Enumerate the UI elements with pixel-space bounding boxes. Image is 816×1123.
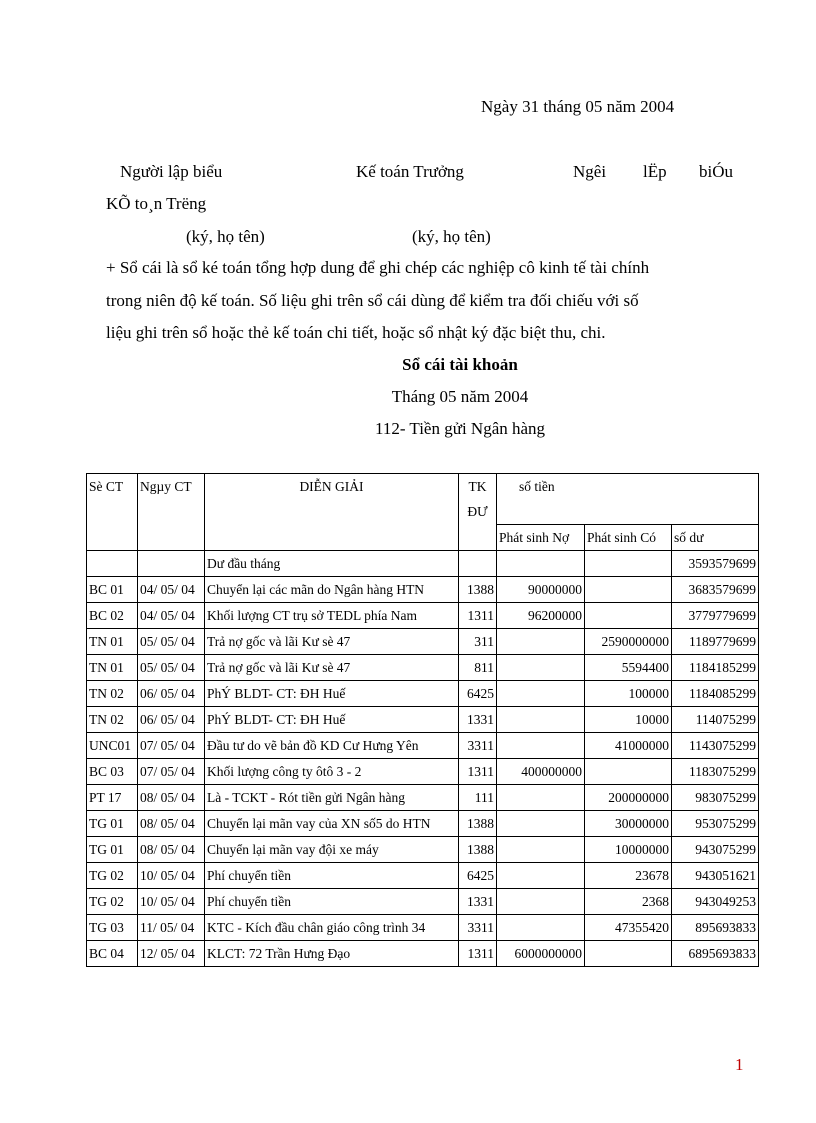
cell-so-ct: BC 02	[87, 603, 138, 629]
garbled-text-2: lËp	[643, 162, 667, 181]
cell-dien-giai: Đầu tư do vẽ bản đồ KD Cư Hưng Yên	[205, 733, 459, 759]
cell-ps-no: 6000000000	[497, 941, 585, 967]
cell-tk-du: 6425	[459, 863, 497, 889]
header-ps-no: Phát sinh Nợ	[497, 525, 585, 551]
cell-ps-co	[585, 577, 672, 603]
table-row-opening	[87, 551, 759, 577]
cell-dien-giai: PhÝ BLDT- CT: ĐH Huế	[205, 681, 459, 707]
cell-dien-giai: Chuyển lại mãn vay đội xe máy	[205, 837, 459, 863]
cell-so-du: 1189779699	[672, 629, 759, 655]
table-row	[87, 733, 759, 759]
cell-so-ct: TG 01	[87, 837, 138, 863]
cell-tk-du: 3311	[459, 915, 497, 941]
table-row	[87, 681, 759, 707]
cell-dien-giai: Khối lượng CT trụ sở TEDL phía Nam	[205, 603, 459, 629]
cell-ps-no	[497, 629, 585, 655]
page-number: 1	[735, 1055, 744, 1074]
cell-ps-co: 2368	[585, 889, 672, 915]
cell-ngay-ct: 07/ 05/ 04	[138, 759, 205, 785]
opening-balance: 3593579699	[672, 551, 759, 577]
table-row	[87, 759, 759, 785]
cell-dien-giai: Chuyển lại các mãn do Ngân hàng HTN	[205, 577, 459, 603]
cell-ngay-ct: 06/ 05/ 04	[138, 681, 205, 707]
cell-so-ct: UNC01	[87, 733, 138, 759]
cell-ps-no	[497, 889, 585, 915]
cell-ngay-ct: 10/ 05/ 04	[138, 889, 205, 915]
cell-ps-no	[497, 707, 585, 733]
cell-so-du: 895693833	[672, 915, 759, 941]
ledger-table	[86, 473, 759, 967]
cell-ps-co: 10000	[585, 707, 672, 733]
cell-so-ct: BC 03	[87, 759, 138, 785]
table-row	[87, 577, 759, 603]
cell-tk-du: 1311	[459, 759, 497, 785]
cell-so-ct: TN 02	[87, 681, 138, 707]
cell-so-du: 6895693833	[672, 941, 759, 967]
cell-ps-co	[585, 941, 672, 967]
ledger-account: 112- Tiền gửi Ngân hàng	[374, 419, 546, 438]
cell-so-du: 1143075299	[672, 733, 759, 759]
date-line: Ngày 31 tháng 05 năm 2004	[481, 97, 675, 116]
garbled-text-3: biÓu	[699, 162, 733, 181]
cell-ps-no	[497, 863, 585, 889]
cell-ps-no	[497, 733, 585, 759]
cell-ngay-ct: 08/ 05/ 04	[138, 837, 205, 863]
table-row	[87, 889, 759, 915]
cell-so-du: 943051621	[672, 863, 759, 889]
cell-so-ct: TN 02	[87, 707, 138, 733]
cell-ps-co: 2590000000	[585, 629, 672, 655]
cell-so-du: 3683579699	[672, 577, 759, 603]
cell-so-ct: TG 03	[87, 915, 138, 941]
paragraph-line-1: + Sổ cái là sổ ké toán tổng hợp dung để ghi chép các nghiệp cô kinh tế tài chính	[106, 258, 650, 277]
cell-ps-co: 5594400	[585, 655, 672, 681]
cell-ngay-ct: 08/ 05/ 04	[138, 811, 205, 837]
cell-so-du: 3779779699	[672, 603, 759, 629]
cell-ps-no: 96200000	[497, 603, 585, 629]
cell-ngay-ct: 07/ 05/ 04	[138, 733, 205, 759]
table-row	[87, 915, 759, 941]
paragraph-line-2: trong niên độ kế toán. Số liệu ghi trên sổ cái dùng để kiểm tra đối chiếu với số	[106, 291, 639, 310]
cell-so-ct: TG 01	[87, 811, 138, 837]
cell-tk-du: 1388	[459, 577, 497, 603]
cell-ps-no	[497, 811, 585, 837]
cell-so-ct: BC 04	[87, 941, 138, 967]
cell-ngay-ct: 04/ 05/ 04	[138, 577, 205, 603]
cell-ps-no	[497, 655, 585, 681]
preparer-label: Người lập biểu	[120, 162, 223, 181]
cell-dien-giai: KTC - Kích đầu chân giáo công trình 34	[205, 915, 459, 941]
table-header-row-1	[87, 474, 759, 525]
cell-ps-co: 47355420	[585, 915, 672, 941]
cell-ps-co: 41000000	[585, 733, 672, 759]
header-ngay-ct: Ngµy CT	[138, 474, 205, 551]
cell-so-du: 943049253	[672, 889, 759, 915]
cell-ps-co: 23678	[585, 863, 672, 889]
header-tk-du: TK ĐƯ	[459, 474, 497, 551]
table-row	[87, 941, 759, 967]
cell-dien-giai: Phí chuyển tiền	[205, 889, 459, 915]
cell-so-du: 1184185299	[672, 655, 759, 681]
cell-so-ct: PT 17	[87, 785, 138, 811]
cell-so-du: 1183075299	[672, 759, 759, 785]
table-row	[87, 811, 759, 837]
cell-so-du: 983075299	[672, 785, 759, 811]
garbled-chief-accountant: KÕ to¸n Trëng	[106, 194, 207, 213]
cell-ps-co: 100000	[585, 681, 672, 707]
chief-accountant-label: Kế toán Trưởng	[356, 162, 464, 181]
cell-ps-no: 400000000	[497, 759, 585, 785]
cell-tk-du: 3311	[459, 733, 497, 759]
cell-ngay-ct: 06/ 05/ 04	[138, 707, 205, 733]
cell-dien-giai: Phí chuyển tiền	[205, 863, 459, 889]
header-dien-giai: DIỄN GIẢI	[205, 474, 459, 551]
cell-ps-co: 200000000	[585, 785, 672, 811]
cell-tk-du: 1388	[459, 811, 497, 837]
cell-ps-no: 90000000	[497, 577, 585, 603]
cell-ps-co: 30000000	[585, 811, 672, 837]
cell-so-du: 114075299	[672, 707, 759, 733]
header-so-du: số dư	[672, 525, 759, 551]
table-row	[87, 629, 759, 655]
table-row	[87, 655, 759, 681]
cell-dien-giai: Chuyển lại mãn vay của XN số5 do HTN	[205, 811, 459, 837]
cell-ngay-ct: 11/ 05/ 04	[138, 915, 205, 941]
table-row	[87, 603, 759, 629]
cell-tk-du: 311	[459, 629, 497, 655]
table-row	[87, 785, 759, 811]
cell-dien-giai: KLCT: 72 Trần Hưng Đạo	[205, 941, 459, 967]
cell-so-ct: BC 01	[87, 577, 138, 603]
cell-ps-no	[497, 681, 585, 707]
sign-note-preparer: (ký, họ tên)	[186, 227, 265, 246]
opening-label: Dư đầu tháng	[205, 551, 459, 577]
cell-so-ct: TG 02	[87, 889, 138, 915]
cell-ps-no	[497, 785, 585, 811]
header-so-tien: số tiền	[497, 474, 759, 525]
cell-ps-co: 10000000	[585, 837, 672, 863]
ledger-title: Sổ cái tài khoản	[402, 355, 518, 374]
cell-tk-du: 1311	[459, 941, 497, 967]
table-row	[87, 837, 759, 863]
cell-ngay-ct: 05/ 05/ 04	[138, 655, 205, 681]
cell-tk-du: 6425	[459, 681, 497, 707]
cell-ngay-ct: 12/ 05/ 04	[138, 941, 205, 967]
ledger-body	[87, 577, 759, 967]
cell-so-ct: TN 01	[87, 655, 138, 681]
cell-ngay-ct: 05/ 05/ 04	[138, 629, 205, 655]
garbled-text-1: Ngêi	[573, 162, 607, 181]
cell-tk-du: 1311	[459, 603, 497, 629]
paragraph-line-3: liệu ghi trên sổ hoặc thẻ kế toán chi tiết, hoặc sổ nhật ký đặc biệt thu, chi.	[106, 323, 606, 342]
cell-so-ct: TN 01	[87, 629, 138, 655]
cell-dien-giai: PhÝ BLDT- CT: ĐH Huế	[205, 707, 459, 733]
cell-so-du: 953075299	[672, 811, 759, 837]
cell-ngay-ct: 10/ 05/ 04	[138, 863, 205, 889]
sign-note-chief: (ký, họ tên)	[412, 227, 491, 246]
cell-tk-du: 1331	[459, 889, 497, 915]
cell-tk-du: 811	[459, 655, 497, 681]
cell-ngay-ct: 08/ 05/ 04	[138, 785, 205, 811]
cell-tk-du: 111	[459, 785, 497, 811]
cell-so-du: 1184085299	[672, 681, 759, 707]
cell-ps-co	[585, 759, 672, 785]
cell-so-du: 943075299	[672, 837, 759, 863]
header-ps-co: Phát sinh Có	[585, 525, 672, 551]
cell-ps-co	[585, 603, 672, 629]
cell-ngay-ct: 04/ 05/ 04	[138, 603, 205, 629]
cell-ps-no	[497, 915, 585, 941]
cell-dien-giai: Là - TCKT - Rót tiền gửi Ngân hàng	[205, 785, 459, 811]
table-row	[87, 707, 759, 733]
cell-dien-giai: Trả nợ gốc và lãi Kư sè 47	[205, 655, 459, 681]
header-so-ct: Sè CT	[87, 474, 138, 551]
cell-so-ct: TG 02	[87, 863, 138, 889]
table-row	[87, 863, 759, 889]
cell-ps-no	[497, 837, 585, 863]
ledger-period: Tháng 05 năm 2004	[391, 387, 529, 406]
cell-tk-du: 1331	[459, 707, 497, 733]
cell-tk-du: 1388	[459, 837, 497, 863]
cell-dien-giai: Trả nợ gốc và lãi Kư sè 47	[205, 629, 459, 655]
cell-dien-giai: Khối lượng công ty ôtô 3 - 2	[205, 759, 459, 785]
